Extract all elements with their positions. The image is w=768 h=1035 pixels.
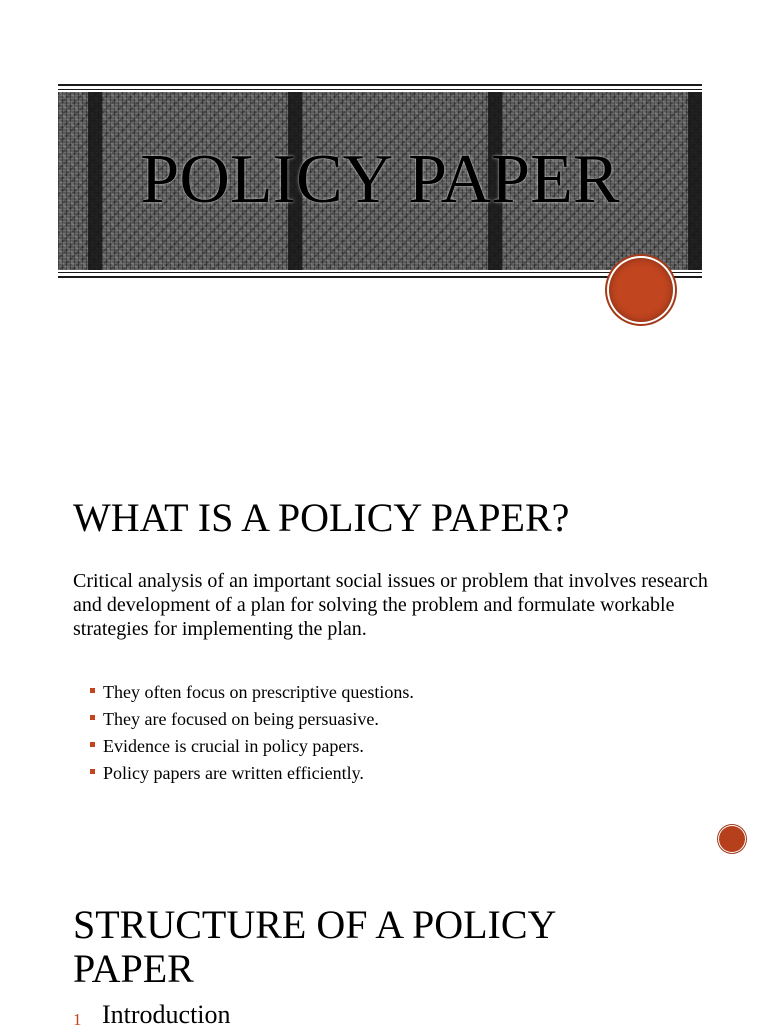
bullet-item — [90, 679, 414, 706]
definition-paragraph: Critical analysis of an important social issues or problem that involves research and development of a plan for solving the problem and formulate workable strategies for implementing the plan. — [73, 570, 708, 640]
bullet-text: They are focused on being persuasive. — [103, 709, 379, 729]
bullet-square-icon — [90, 769, 95, 774]
title-slide — [0, 0, 768, 410]
decorative-circle-icon — [719, 826, 745, 852]
structure-slide — [0, 850, 768, 1029]
bullet-text: They often focus on prescriptive questions. — [103, 682, 414, 702]
bullet-list — [90, 679, 414, 787]
bullet-item — [90, 760, 414, 787]
item-label: Introduction — [102, 1000, 231, 1029]
bullet-text: Evidence is crucial in policy papers. — [103, 736, 364, 756]
item-number: 1 — [73, 1010, 82, 1029]
slide-heading-text: STRUCTURE OF A POLICY PAPER — [73, 902, 555, 991]
presentation-title: POLICY PAPER — [140, 141, 620, 218]
slide-heading — [73, 903, 633, 991]
title-banner — [58, 84, 702, 278]
numbered-item — [73, 1000, 231, 1030]
bullet-item — [90, 706, 414, 733]
numbered-list — [73, 1000, 231, 1030]
banner-rule — [58, 272, 702, 273]
banner-rule — [58, 276, 702, 278]
bullet-text: Policy papers are written efficiently. — [103, 763, 364, 783]
bullet-square-icon — [90, 742, 95, 747]
banner-rule — [58, 84, 702, 86]
banner-rule — [58, 89, 702, 90]
slide-heading: WHAT IS A POLICY PAPER? — [73, 495, 570, 540]
bullet-square-icon — [90, 715, 95, 720]
decorative-circle-icon — [609, 258, 673, 322]
bullet-item — [90, 733, 414, 760]
definition-slide — [0, 410, 768, 850]
bullet-square-icon — [90, 688, 95, 693]
